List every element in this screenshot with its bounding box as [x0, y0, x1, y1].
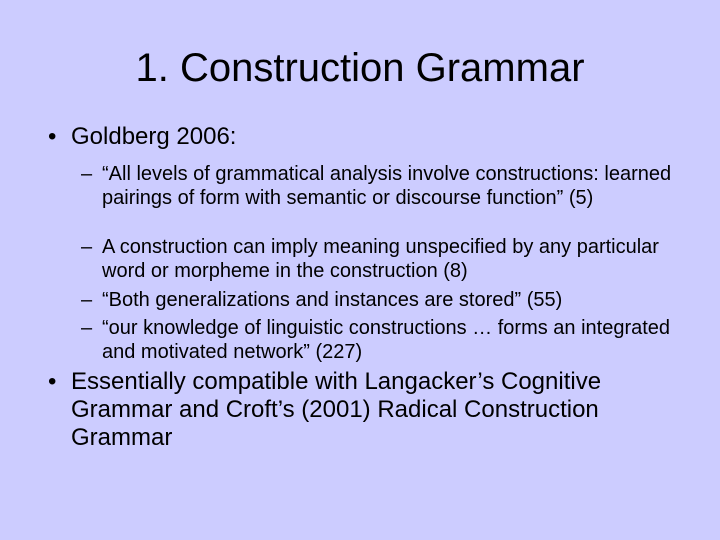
subbullet-text: “our knowledge of linguistic constructions … forms an integrated and motivated network” (227) [102, 317, 671, 363]
bullet-marker: • [48, 368, 57, 395]
subbullet-marker: – [81, 163, 93, 185]
subbullet-text: “Both generalizations and instances are stored” (55) [102, 289, 563, 311]
subbullet-marker: – [81, 317, 93, 339]
subbullet-text: “All levels of grammatical analysis involve constructions: learned pairings of form with semantic or discourse function” (5) [102, 163, 672, 209]
slide-title: 1. Construction Grammar [135, 46, 585, 90]
bullet-marker: • [48, 123, 57, 150]
bullet-text: Goldberg 2006: [71, 123, 237, 150]
subbullet-marker: – [81, 236, 93, 258]
subbullet-text: A construction can imply meaning unspecified by any particular word or morpheme in the construction (8) [102, 236, 659, 282]
subbullet-marker: – [81, 289, 93, 311]
bullet-text: Essentially compatible with Langacker’s Cognitive Grammar and Croft’s (2001) Radical Construction Grammar [71, 368, 602, 451]
